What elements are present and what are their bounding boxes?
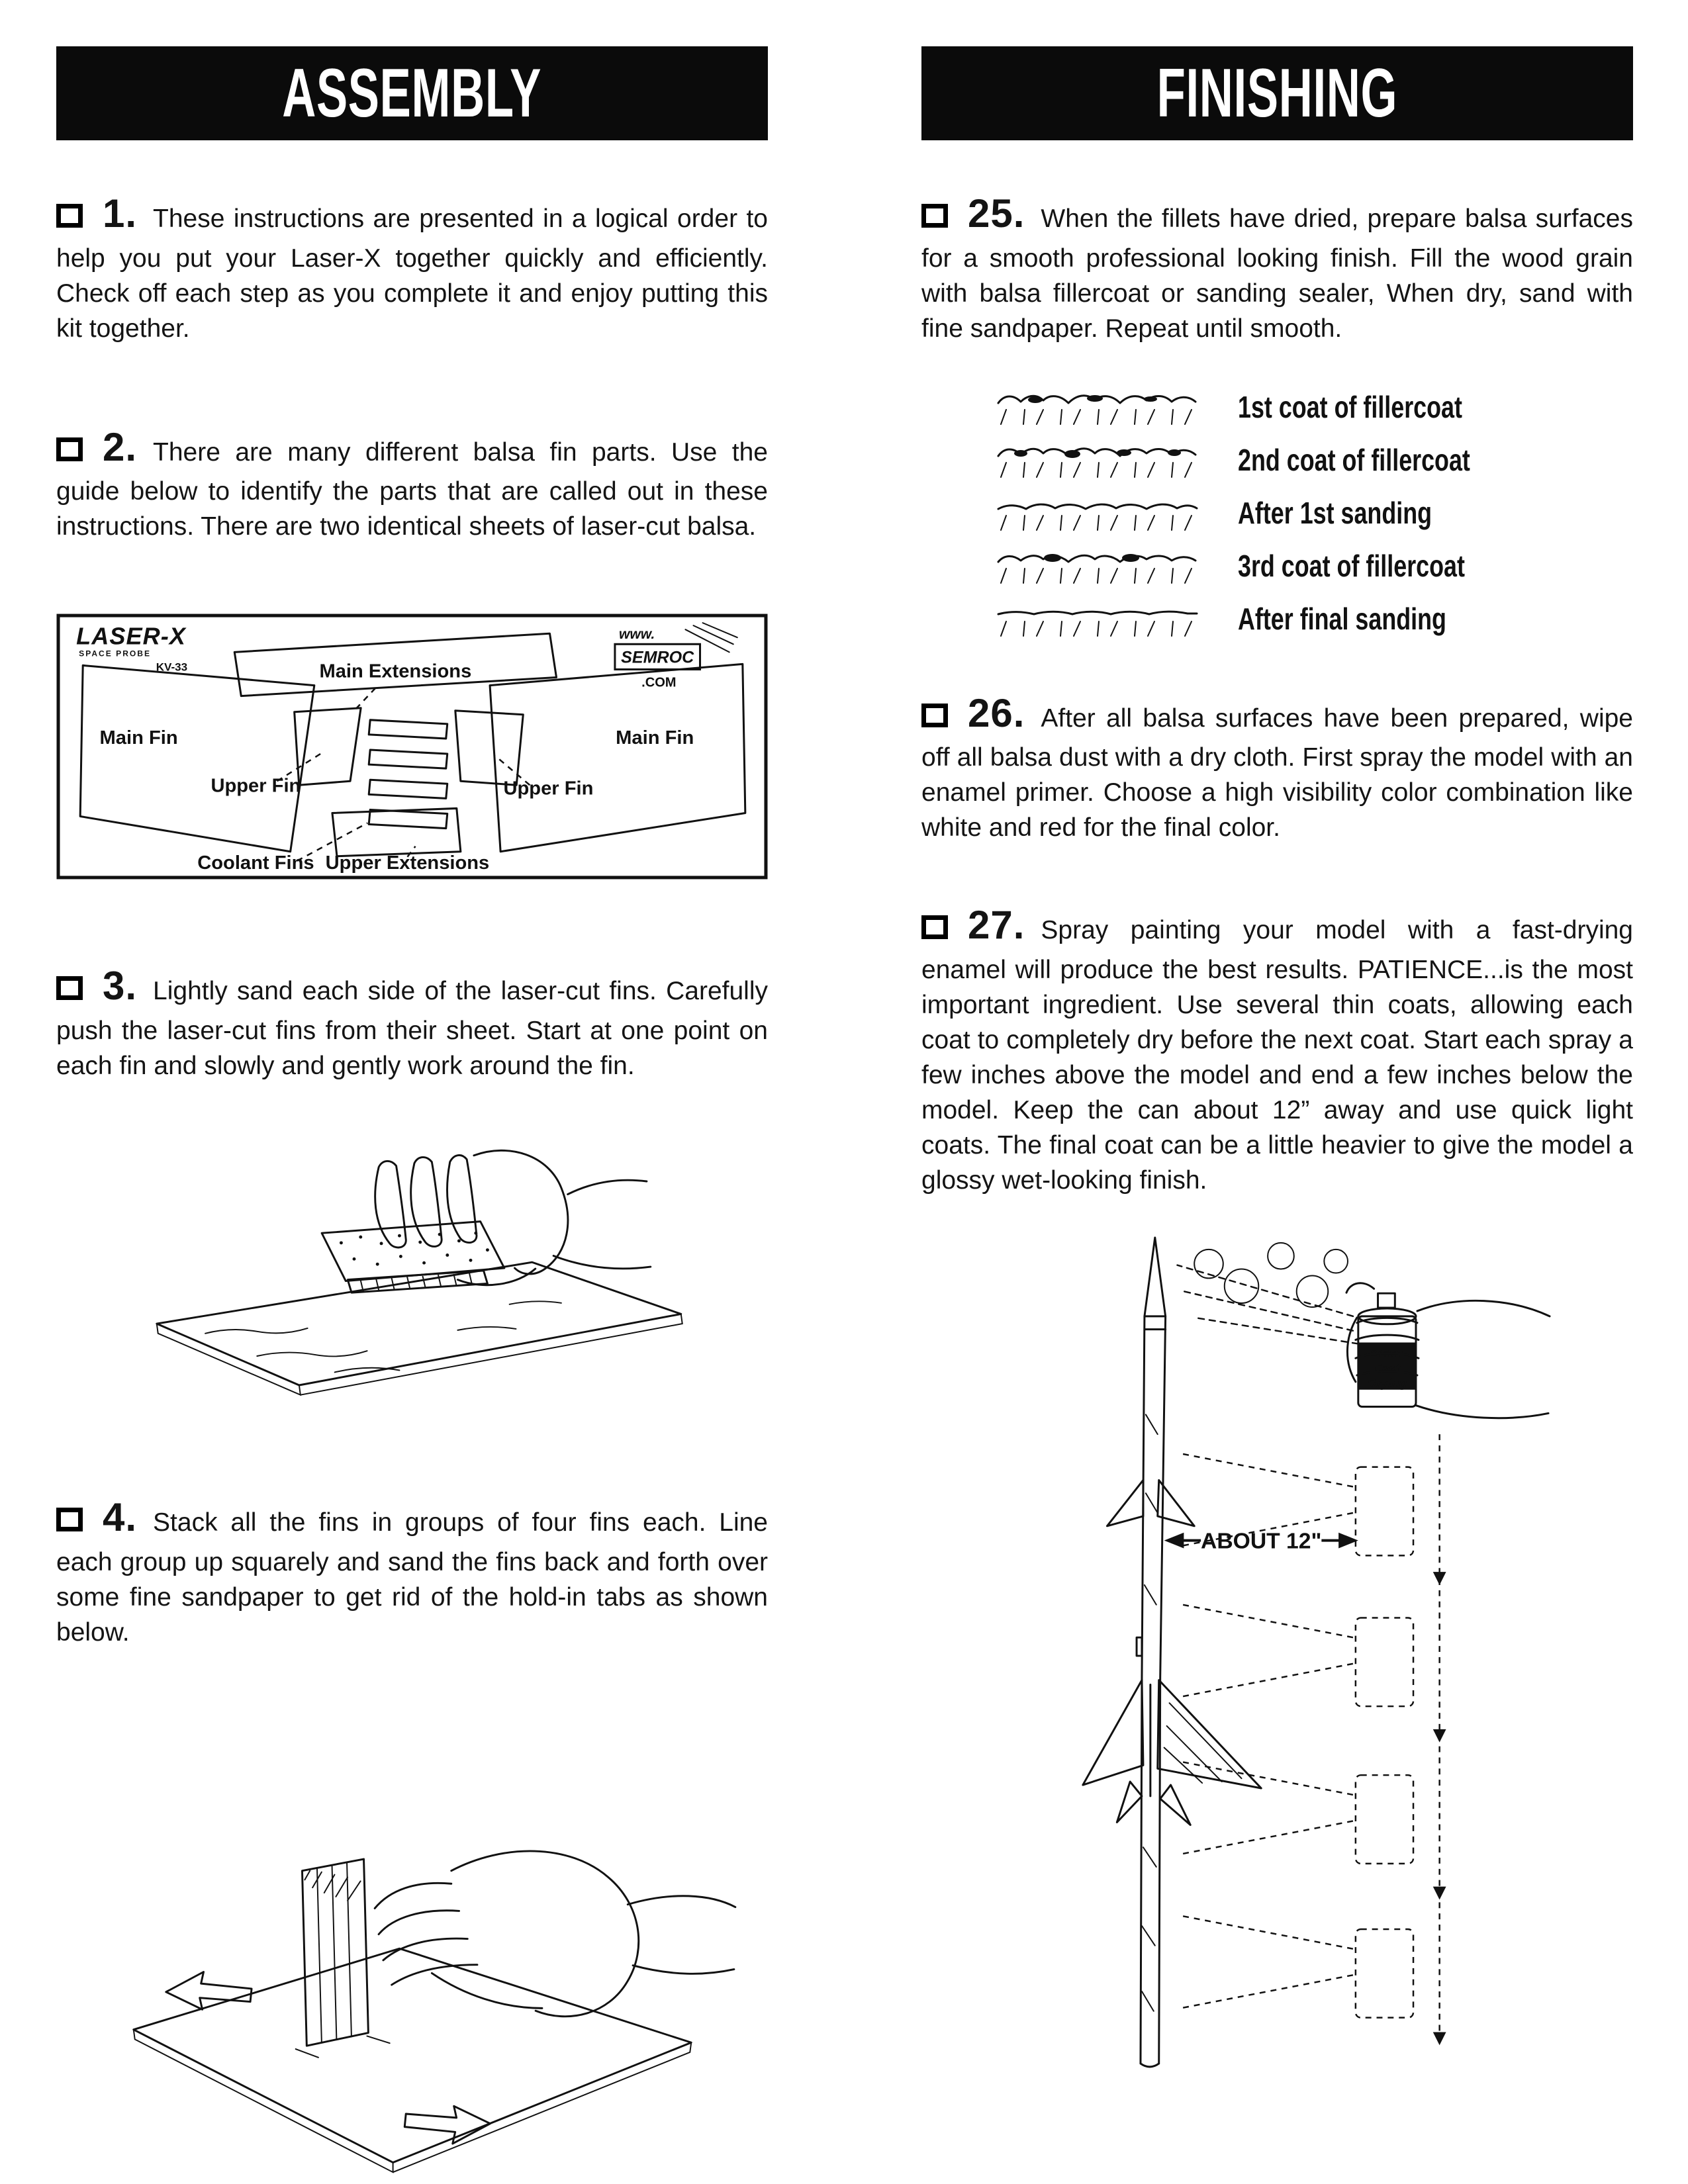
fillercoat-diagram xyxy=(921,386,1633,640)
step-number: 25. xyxy=(968,191,1025,236)
fillercoat-label: After final sanding xyxy=(1238,601,1446,636)
fillercoat-label: After 1st sanding xyxy=(1238,495,1432,530)
step-text: After all balsa surfaces have been prepared, wipe off all balsa dust with a dry cloth. First spray the model with an enamel primer. Choose a high visibility color combination like white and red for the final color. xyxy=(921,704,1633,842)
motion-arrow-icon xyxy=(165,1972,251,2009)
finishing-step-25 xyxy=(921,187,1633,346)
kit-code: KV-33 xyxy=(156,660,188,674)
fillercoat-texture xyxy=(994,545,1206,587)
can-label-line1: SPRAY xyxy=(1370,1349,1403,1360)
fillercoat-label: 2nd coat of fillercoat xyxy=(1238,442,1470,477)
checkbox-icon xyxy=(56,437,83,461)
fin-sheet-diagram xyxy=(56,614,768,880)
brand-logo: LASER-X xyxy=(76,622,186,650)
step-text: Lightly sand each side of the laser-cut fins. Carefully push the laser-cut fins from their sheet. Start at one point on each fin and slowly and gently work around the fin. xyxy=(56,977,768,1080)
rocket xyxy=(1082,1238,1260,2067)
label-main-extensions: Main Extensions xyxy=(319,660,472,682)
ghost-spray-positions xyxy=(1182,1434,1446,2045)
label-upper-fin-right: Upper Fin xyxy=(503,778,594,799)
fin-stack-sanding-illustration xyxy=(88,1670,737,2178)
label-main-fin-right: Main Fin xyxy=(616,727,694,749)
finishing-step-26 xyxy=(921,686,1633,846)
step-number: 26. xyxy=(968,690,1025,735)
web-top: www. xyxy=(618,627,655,643)
finishing-header-title: FINISHING xyxy=(1156,54,1398,132)
step-text: These instructions are presented in a logical order to help you put your Laser-X together quickly and efficiently. Check off each step as you complete it and enjoy putting this kit together. xyxy=(56,205,768,343)
assembly-header-title: ASSEMBLY xyxy=(282,54,542,132)
checkbox-icon xyxy=(921,915,948,939)
distance-label: ABOUT 12" xyxy=(1200,1529,1321,1554)
hand-illustration xyxy=(375,1851,735,2017)
can-label-line3: Drying xyxy=(1367,1376,1407,1390)
web-bottom: .COM xyxy=(641,675,677,690)
step-number: 3. xyxy=(103,964,138,1009)
fillercoat-row xyxy=(994,439,1633,481)
checkbox-icon xyxy=(56,976,83,1000)
checkbox-icon xyxy=(56,1508,83,1531)
fillercoat-row xyxy=(994,386,1633,428)
step-text: There are many different balsa fin parts. Use the guide below to identify the parts that are called out in these instructions. There are two identical sheets of laser-cut balsa. xyxy=(56,437,768,541)
fillercoat-row xyxy=(994,598,1633,640)
can-label-line2: Fast xyxy=(1374,1361,1400,1376)
brand-sub: SPACE PROBE xyxy=(79,649,152,659)
distance-indicator xyxy=(1164,1529,1358,1554)
fillercoat-texture xyxy=(994,386,1206,428)
step-number: 27. xyxy=(968,903,1025,948)
assembly-step-1 xyxy=(56,187,768,346)
checkbox-icon xyxy=(921,204,948,228)
assembly-step-2 xyxy=(56,420,768,545)
step-text: Stack all the fins in groups of four fins each. Line each group up squarely and sand the fins back and forth over some fine sandpaper to get rid of the hold-in tabs as shown below. xyxy=(56,1508,768,1647)
fillercoat-texture xyxy=(994,492,1206,534)
fillercoat-texture xyxy=(994,439,1206,481)
step-number: 2. xyxy=(103,424,138,469)
assembly-step-4 xyxy=(56,1490,768,1650)
fillercoat-row xyxy=(994,492,1633,534)
fin-stack xyxy=(295,1859,389,2058)
assembly-column xyxy=(56,46,768,2178)
checkbox-icon xyxy=(921,704,948,727)
spray-painting-illustration xyxy=(933,1218,1622,2083)
assembly-header-bar xyxy=(56,46,768,140)
step-text: Spray painting your model with a fast-drying enamel will produce the best results. PATIENCE...is the most important ingredient. Use several thin coats, allowing each coat to completely dry before the next coat. Start each spray a few inches above the model and end a few inches below the model. Keep the can about 12” away and use quick light coats. The final coat can be a little heavier to give the model a glossy wet-looking finish. xyxy=(921,916,1633,1195)
fillercoat-row xyxy=(994,545,1633,587)
finishing-column xyxy=(921,46,1633,2083)
fillercoat-texture xyxy=(994,598,1206,640)
block-stipple-dots xyxy=(340,1232,489,1266)
checkbox-icon xyxy=(56,204,83,228)
finishing-step-27 xyxy=(921,898,1633,1198)
step-number: 1. xyxy=(103,191,138,236)
fillercoat-label: 1st coat of fillercoat xyxy=(1238,389,1462,424)
step-text: When the fillets have dried, prepare balsa surfaces for a smooth professional looking finish. Fill the wood grain with balsa fillercoat or sanding sealer, When dry, sand with fine sandpaper. Repeat until smooth. xyxy=(921,205,1633,343)
spray-mist xyxy=(1177,1243,1358,1344)
label-main-fin-left: Main Fin xyxy=(99,727,178,749)
web-brand: SEMROC xyxy=(621,648,694,667)
label-coolant-fins: Coolant Fins xyxy=(197,852,314,874)
assembly-step-3 xyxy=(56,959,768,1083)
label-upper-fin-left: Upper Fin xyxy=(211,775,301,797)
spray-can xyxy=(1358,1293,1415,1406)
fillercoat-label: 3rd coat of fillercoat xyxy=(1238,548,1465,583)
sanding-illustration xyxy=(121,1116,704,1421)
step-number: 4. xyxy=(103,1495,138,1539)
sandpaper-sheet xyxy=(133,1948,690,2162)
launch-lug xyxy=(1137,1637,1142,1656)
finishing-header-bar xyxy=(921,46,1633,140)
label-upper-extensions: Upper Extensions xyxy=(325,852,490,874)
